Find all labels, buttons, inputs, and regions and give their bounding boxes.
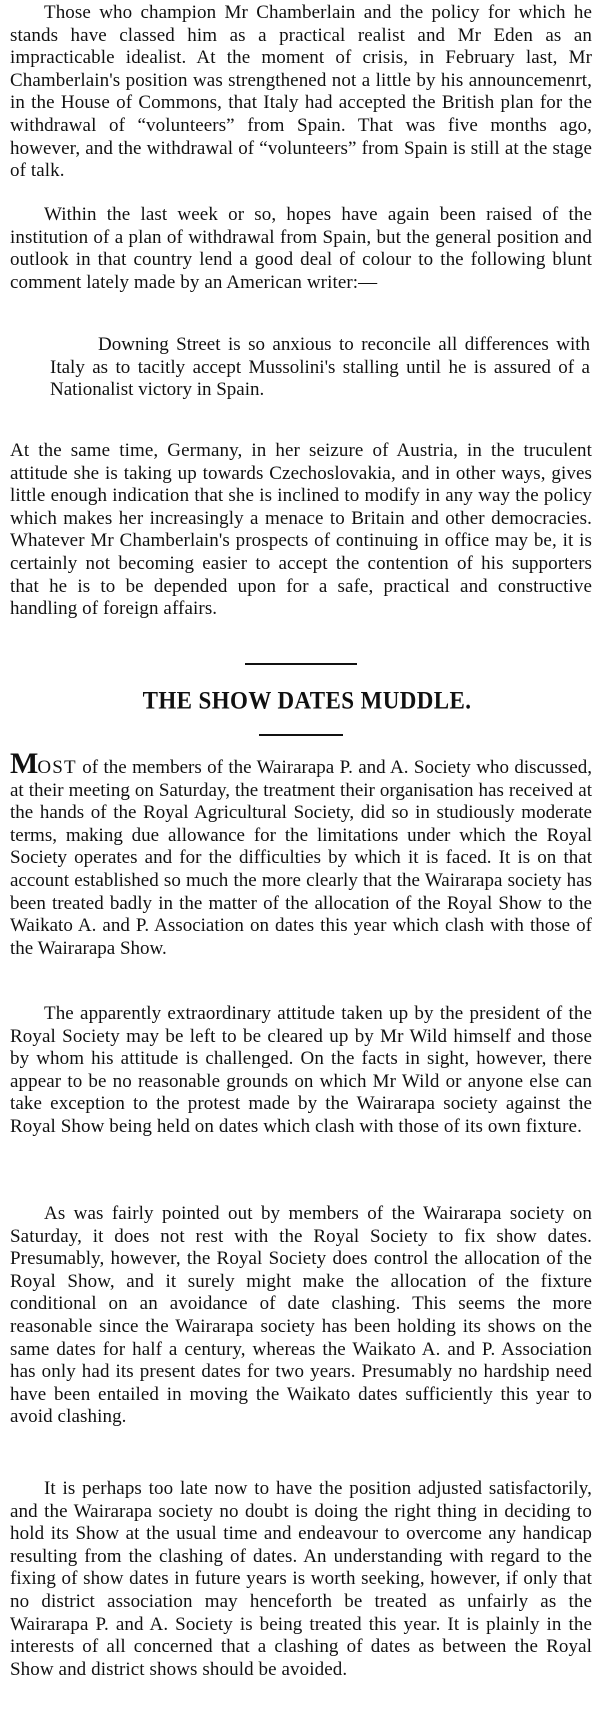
intro-paragraph-1: Those who champion Mr Chamberlain and the policy for which he stands have classed him as a practical realist and Mr Eden as an impracticable idealist. At the moment of crisis, in February last, Mr Chamberlain's position was strengthened not a little by his announcemenrt, in the House of Commons, that Italy had accepted the British plan for the withdrawal of “volunteers” from Spain. That was five months ago, however, and the withdrawal of “volunteers” from Spain is still at the stage of talk. xyxy=(10,2,592,182)
show-paragraph-2: The apparently extraordinary attitude taken up by the president of the Royal Society may be left to be cleared up by Mr Wild himself and those by whom his attitude is challenged. On the facts in sight, however, there appear to be no reasonable grounds on which Mr Wild or anyone else can take exception to the protest made by the Wairarapa society against the Royal Show being held on dates which clash with those of its own fixture. xyxy=(10,1003,592,1137)
show-paragraph-4: It is perhaps too late now to have the position adjusted satisfactorily, and the Wairarapa society no doubt is doing the right thing in deciding to hold its Show at the usual time and endeavour to overcome any handicap resulting from the clashing of dates. An understanding with regard to the fixing of show dates in future years is worth seeking, however, if only that no district association may henceforth be treated as unfairly as the Wairarapa P. and A. Society is being treated this year. It is plainly in the interests of all concerned that a clashing of dates as between the Royal Show and district shows should be avoided. xyxy=(10,1478,592,1680)
show-paragraph-1-text: of the members of the Wairarapa P. and A. Society who discussed, at their meeting on Saturday, the treatment their organisation has received at the hands of the Royal Agricultural Society, did so in studiously moderate terms, making due allowance for the limitations under which the Royal Society operates and for the difficulties by which it is faced. It is on that account established so much the more clearly that the Wairarapa society has been treated badly in the matter of the allocation of the Royal Show to the Waikato A. and P. Association on dates this year which clash with those of the Wairarapa Show. xyxy=(10,757,592,959)
bottom-rule xyxy=(259,734,343,736)
block-quote: Downing Street is so anxious to reconcile all differences with Italy as to tacitly accept Mussolini's stalling until he is assured of a Nationalist victory in Spain. xyxy=(50,334,590,401)
intro-paragraph-2: Within the last week or so, hopes have again been raised of the institution of a plan of withdrawal from Spain, but the general position and outlook in that country lend a good deal of colour to the following blunt comment lately made by an American writer:— xyxy=(10,204,592,293)
lead-word: OST xyxy=(37,757,77,778)
section-headline: THE SHOW DATES MUDDLE. xyxy=(142,686,472,714)
top-rule xyxy=(245,663,357,665)
drop-cap: M xyxy=(10,747,38,780)
show-paragraph-3: As was fairly pointed out by members of the Wairarapa society on Saturday, it does not rest with the Royal Society to fix show dates. Presumably, however, the Royal Society does control the allocation of the Royal Show, and it surely might make the allocation of the fixture conditional on an avoidance of date clashing. This seems the more reasonable since the Wairarapa society has been holding its shows on the same dates for half a century, whereas the Waikato A. and P. Association has only had its present dates for two years. Presumably no hardship need have been entailed in moving the Waikato dates sufficiently this year to avoid clashing. xyxy=(10,1203,592,1428)
show-paragraph-1 xyxy=(10,747,592,960)
intro-paragraph-3: At the same time, Germany, in her seizure of Austria, in the truculent attitude she is taking up towards Czechoslovakia, and in other ways, gives little enough indication that she is inclined to modify in any way the policy which makes her increasingly a menace to Britain and other democracies. Whatever Mr Chamberlain's prospects of continuing in office may be, it is certainly not becoming easier to accept the contention of his supporters that he is to be depended upon for a safe, practical and constructive handling of foreign affairs. xyxy=(10,440,592,620)
